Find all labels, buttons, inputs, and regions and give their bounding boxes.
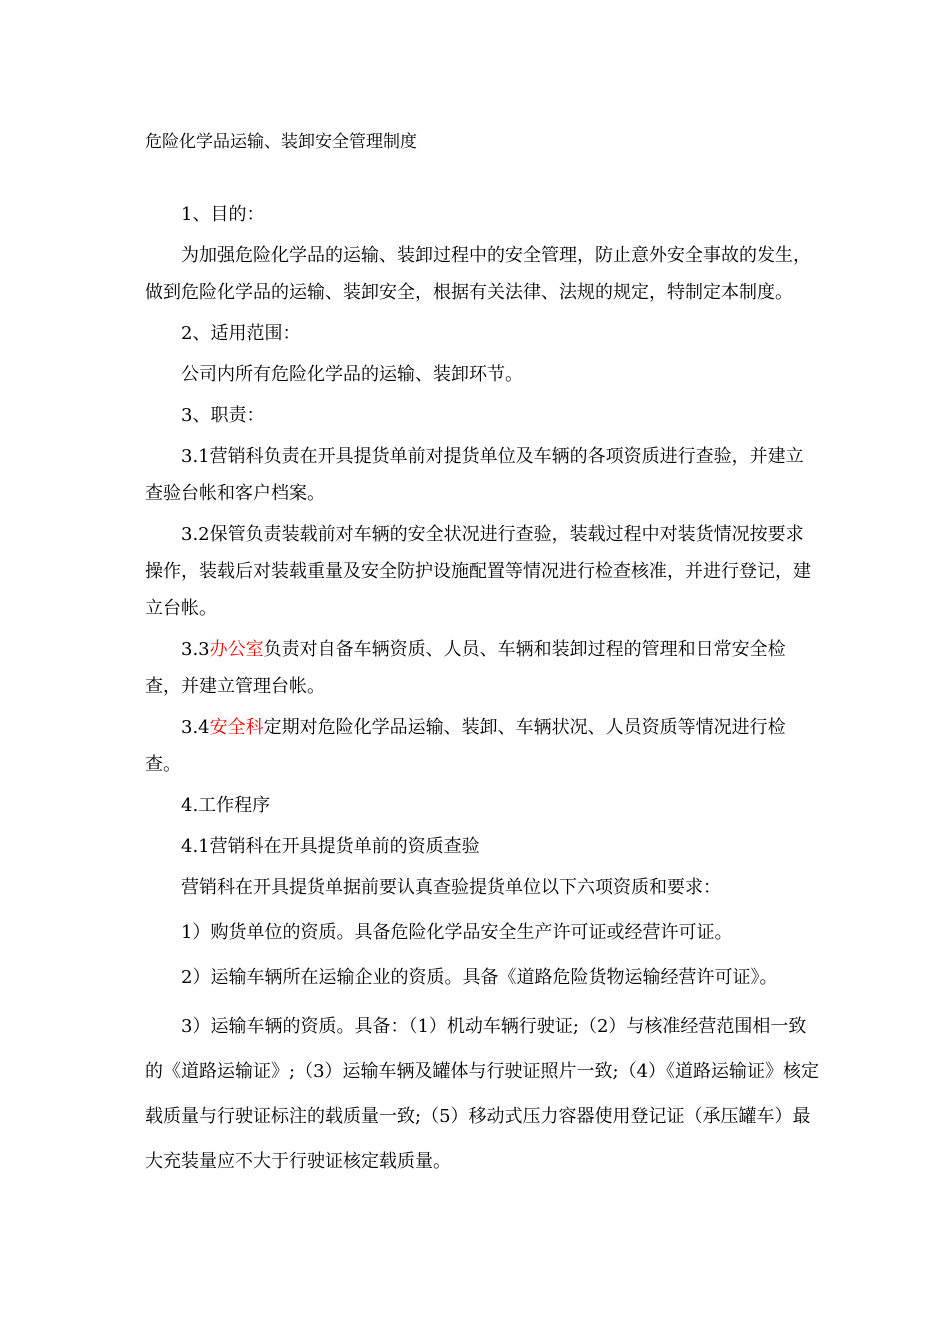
- section-3-4-number: 3.4: [181, 717, 210, 738]
- section-3-3-number: 3.3: [181, 639, 210, 660]
- document-title: 危险化学品运输、装卸安全管理制度: [145, 132, 417, 152]
- section-4-1-intro: 营销科在开具提货单据前要认真查验提货单位以下六项资质和要求：: [181, 877, 721, 898]
- section-3-3-text: 负责对自备车辆资质、人员、车辆和装卸过程的管理和日常安全检查，并建立管理台帐。: [145, 639, 786, 697]
- section-3-4: [145, 709, 820, 783]
- section-3-1: 3.1营销科负责在开具提货单前对提货单位及车辆的各项资质进行查验，并建立查验台帐和客户档案。: [145, 446, 804, 504]
- section-1-body: 为加强危险化学品的运输、装卸过程中的安全管理，防止意外安全事故的发生，做到危险化学品的运输、装卸安全，根据有关法律、法规的规定，特制定本制度。: [145, 245, 811, 303]
- section-2-heading: 2、适用范围：: [181, 323, 301, 344]
- section-4-heading: 4.工作程序: [181, 795, 271, 816]
- list-item: 3）运输车辆的资质。具备：（1）机动车辆行驶证;（2）与核准经营范围相一致的《道路运输证》;（3）运输车辆及罐体与行驶证照片一致;（4）《道路运输证》核定载质量与行驶证标注的载质量一致;（5）移动式压力容器使用登记证（承压罐车）最大充装量应不大于行驶证核定载质量。: [145, 1016, 820, 1172]
- office-highlight: 办公室: [209, 639, 264, 660]
- section-3-4-text: 定期对危险化学品运输、装卸、车辆状况、人员资质等情况进行检查。: [145, 717, 786, 775]
- document-body: [145, 196, 820, 1184]
- section-3-3: [145, 631, 820, 705]
- section-3-2: 3.2保管负责装载前对车辆的安全状况进行查验，装载过程中对装货情况按要求操作，装载后对装载重量及安全防护设施配置等情况进行检查核准，并进行登记，建立台帐。: [145, 524, 811, 619]
- section-4-1-heading: 4.1营销科在开具提货单前的资质查验: [181, 836, 480, 857]
- list-item: 2）运输车辆所在运输企业的资质。具备《道路危险货物运输经营许可证》。: [181, 967, 778, 988]
- section-1-heading: 1、目的：: [181, 204, 265, 225]
- list-item: 1）购货单位的资质。具备危险化学品安全生产许可证或经营许可证。: [181, 922, 733, 943]
- section-2-body: 公司内所有危险化学品的运输、装卸环节。: [181, 364, 523, 385]
- safety-dept-highlight: 安全科: [209, 717, 264, 738]
- section-3-heading: 3、职责：: [181, 405, 265, 426]
